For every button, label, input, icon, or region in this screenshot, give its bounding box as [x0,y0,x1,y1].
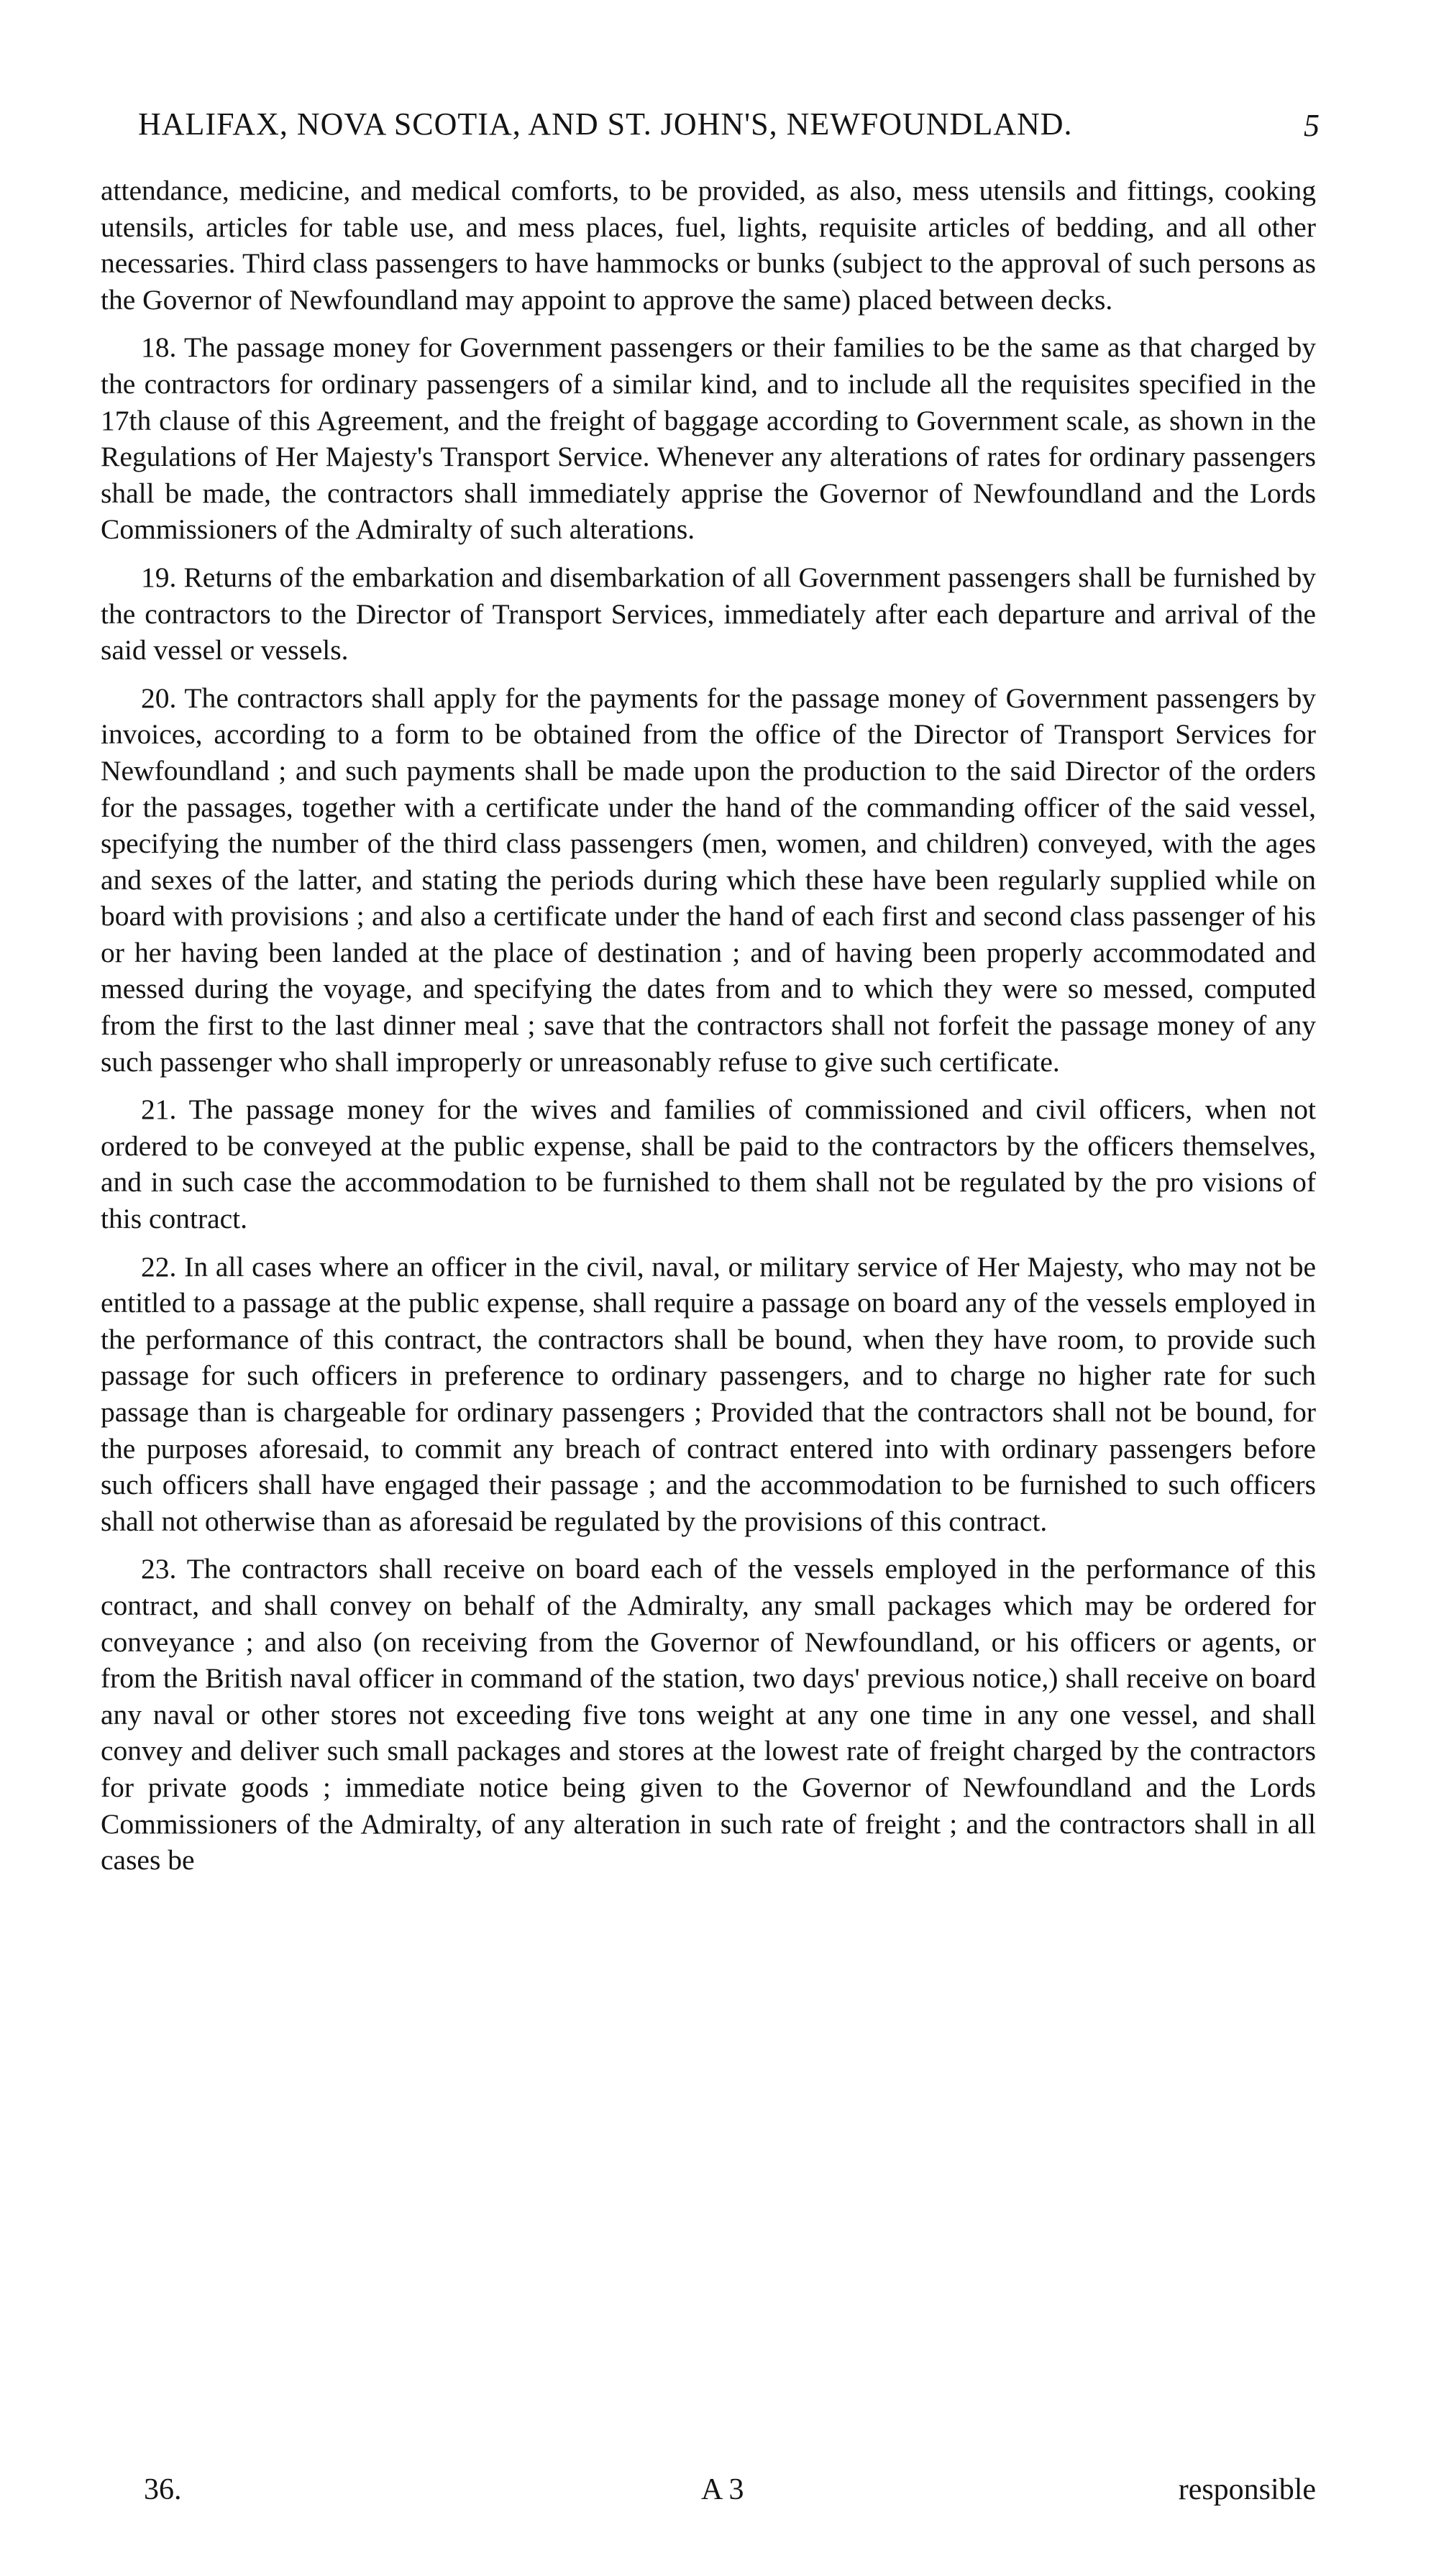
catchword: responsible [1178,2473,1316,2506]
clause-number: 23. [141,1553,177,1585]
paragraph-continuation [101,173,1316,318]
sheet-mark: A 3 [701,2473,744,2506]
paragraph-text: The contractors shall apply for the payments for the passage money of Government passengers by invoices, according to a form to be obtained from the office of the Director of Transport Services for Newfoundland ; and such payments shall be made upon the production to the said Director of the orders for the passages, together with a certificate under the hand of the commanding officer of the said vessel, specifying the number of the third class passengers (men, women, and children) conveyed, with the ages and sexes of the latter, and stating the periods during which these have been regularly supplied while on board with provisions ; and also a certificate under the hand of each first and second class passenger of his or her having been landed at the place of destination ; and of having been properly accommodated and messed during the voyage, and specifying the dates from and to which they were so messed, computed from the first to the last dinner meal ; save that the contractors shall not forfeit the passage money of any such passenger who shall improperly or unreasonably refuse to give such certificate. [101,682,1316,1078]
page-footer [101,2468,1316,2511]
signature-mark: 36. [144,2473,182,2506]
page-number: 5 [1304,108,1320,143]
running-head [101,99,1320,150]
paragraph-text: The passage money for the wives and families of commissioned and civil officers, when not ordered to be conveyed at the public expense, shall be paid to the contractors by the officers themselves, and in such case the accommodation to be furnished to them shall not be regulated by the pro visions of this contract. [101,1094,1316,1235]
clause-number: 22. [141,1250,177,1283]
clause-20 [101,680,1316,1081]
paragraph-text: attendance, medicine, and medical comforts, to be provided, as also, mess utensils and fittings, cooking utensils, articles for table use, and mess places, fuel, lights, requisite articles of bedding, and all other necessaries. Third class passengers to have hammocks or bunks (subject to the approval of such persons as the Governor of Newfoundland may appoint to approve the same) placed between decks. [101,175,1316,316]
clause-number: 19. [141,561,177,593]
clause-number: 21. [141,1094,177,1126]
paragraph-text: Returns of the embarkation and disembarkation of all Government passengers shall be furnished by the contractors to the Director of Transport Services, immediately after each departure and arrival of the said vessel or vessels. [101,561,1316,666]
body-text [101,173,1316,1890]
clause-18 [101,329,1316,548]
clause-22 [101,1249,1316,1540]
paragraph-text: In all cases where an officer in the civil, naval, or military service of Her Majesty, who may not be entitled to a passage at the public expense, shall require a passage on board any of the vessels employed in the performance of this contract, the contractors shall be bound, when they have room, to provide such passage for such officers in preference to ordinary passengers, and to charge no higher rate for such passage than is chargeable for ordinary passengers ; Provided that the contractors shall not be bound, for the purposes aforesaid, to commit any breach of contract entered into with ordinary passengers before such officers shall have engaged their passage ; and the accommodation to be furnished to such officers shall not otherwise than as aforesaid be regulated by the provisions of this contract. [101,1250,1316,1537]
paragraph-text: The contractors shall receive on board each of the vessels employed in the performance of this contract, and shall convey on behalf of the Admiralty, any small packages which may be ordered for conveyance ; and also (on receiving from the Governor of Newfoundland, or his officers or agents, or from the British naval officer in command of the station, two days' previous notice,) shall receive on board any naval or other stores not exceeding five tons weight at any one time in any one vessel, and shall convey and deliver such small packages and stores at the lowest rate of freight charged by the contractors for private goods ; immediate notice being given to the Governor of Newfoundland and the Lords Commissioners of the Admiralty, of any alteration in such rate of freight ; and the contractors shall in all cases be [101,1553,1316,1876]
clause-number: 20. [141,682,177,714]
paragraph-text: The passage money for Government passengers or their families to be the same as that charged by the contractors for ordinary passengers of a similar kind, and to include all the requisites specified in the 17th clause of this Agreement, and the freight of baggage according to Government scale, as shown in the Regulations of Her Majesty's Transport Service. Whenever any alterations of rates for ordinary passengers shall be made, the contractors shall immediately apprise the Governor of Newfoundland and the Lords Commissioners of the Admiralty of such alterations. [101,331,1316,546]
running-title: HALIFAX, NOVA SCOTIA, AND ST. JOHN'S, NEWFOUNDLAND. [138,106,1073,142]
clause-number: 18. [141,331,177,364]
document-page [101,0,1320,2576]
clause-19 [101,559,1316,669]
clause-23 [101,1551,1316,1878]
clause-21 [101,1091,1316,1237]
